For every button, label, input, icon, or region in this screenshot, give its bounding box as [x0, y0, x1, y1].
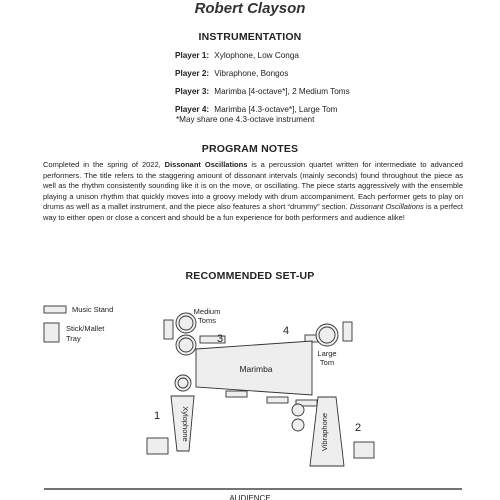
notes-text: is a perfect way to either open or close a concert and should be a fun experience for both performers and audience alike! — [43, 202, 463, 222]
bongo-icon — [292, 419, 304, 431]
large-tom-label: Tom — [319, 358, 335, 367]
program-notes-heading: PROGRAM NOTES — [201, 143, 299, 155]
legend-music-stand-symbol — [44, 306, 66, 313]
player-3-number: 3 — [216, 333, 224, 345]
stick-tray — [343, 322, 352, 341]
music-stand — [226, 391, 247, 397]
player-instruments: Vibraphone, Bongos — [214, 69, 289, 78]
marimba-label: Marimba — [239, 364, 273, 374]
piece-title: Dissonant Oscillations — [164, 160, 248, 169]
stick-tray — [147, 438, 168, 454]
stick-tray — [354, 442, 374, 458]
player-label: Player 2: — [175, 69, 210, 78]
bongo-icon — [292, 404, 304, 416]
medium-toms-label: Toms — [198, 316, 216, 325]
legend-tray-symbol — [44, 323, 59, 342]
medium-toms-label: Medium — [193, 307, 221, 316]
stick-tray — [164, 320, 173, 339]
notes-text: is a percussion quartet written for intermediate to advanced performers. The title refers to the staggering amount of dissonant intervals (mainly seconds) found throughout the piece as well as the rhythm consistently sounding like it is on the move, or oscillating. The piece starts aggressively with the ensemble playing a unison rhythm that quickly moves into a groovy melody with drum accompaniment. Each performer gets to play on drums as well as a mallet instrument, and the piece also features a short “drummy” section. — [43, 160, 463, 212]
player-1-number: 1 — [153, 410, 161, 422]
setup-heading: RECOMMENDED SET-UP — [185, 270, 315, 282]
legend-music-stand-label: Music Stand — [72, 305, 114, 314]
music-stand — [267, 397, 288, 403]
author-name: Robert Clayson — [194, 0, 306, 17]
player-label: Player 1: — [175, 51, 210, 60]
vibraphone-label: Vibraphone — [320, 412, 329, 452]
low-conga-icon — [175, 375, 191, 391]
player-label: Player 3: — [175, 87, 210, 96]
player-label: Player 4: — [175, 105, 210, 114]
player-instruments: Marimba [4-octave*], 2 Medium Toms — [214, 87, 350, 96]
player-4-number: 4 — [282, 325, 290, 337]
legend-tray-label: Tray — [66, 334, 81, 343]
notes-text: Completed in the spring of 2022, — [43, 160, 165, 169]
instrumentation-heading: INSTRUMENTATION — [198, 31, 302, 43]
large-tom-label: Large — [317, 349, 337, 358]
piece-title-italic: Dissonant Oscillations — [349, 202, 424, 212]
audience-label: AUDIENCE — [229, 494, 271, 500]
player-2-number: 2 — [354, 422, 362, 434]
xylophone-label: Xylophone — [181, 406, 190, 442]
legend-tray-label: Stick/Mallet — [66, 324, 105, 333]
instrument-footnote: *May share one 4.3-octave instrument — [176, 115, 315, 124]
player-instruments: Xylophone, Low Conga — [214, 51, 299, 60]
player-instruments: Marimba [4.3-octave*], Large Tom — [214, 105, 338, 114]
